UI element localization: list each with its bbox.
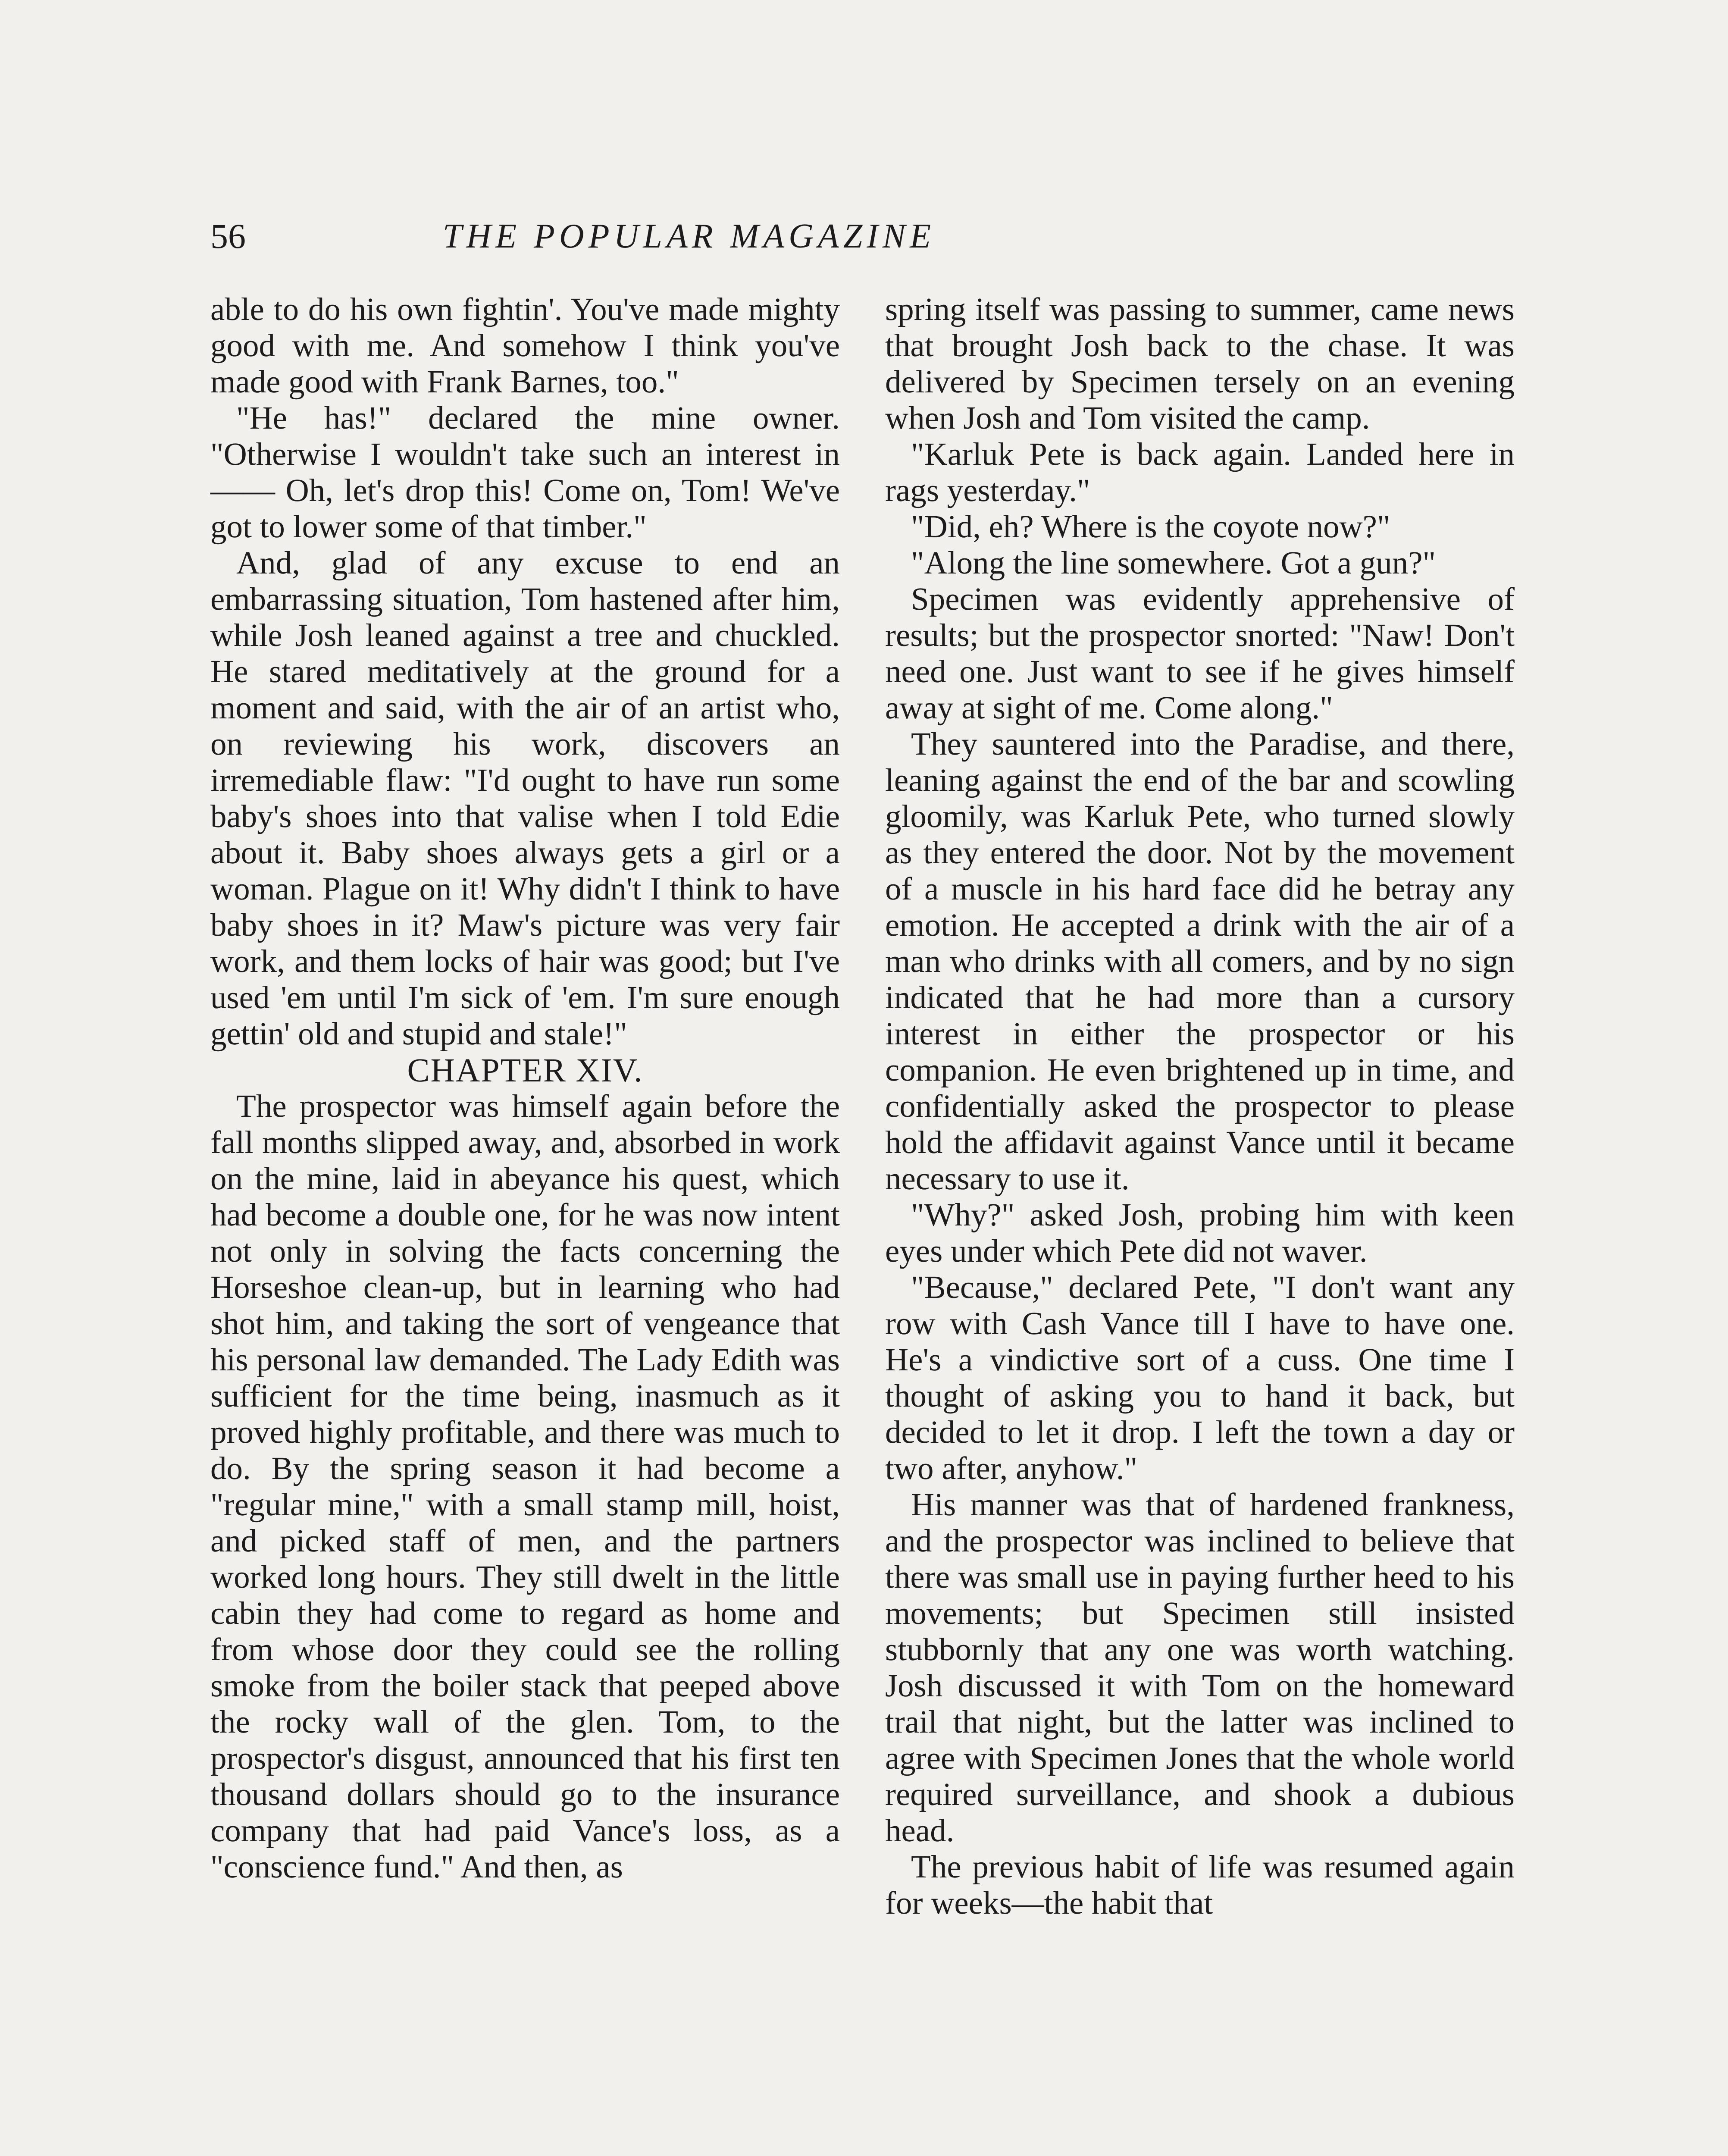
paragraph: And, glad of any excuse to end an embarrassing situation, Tom hastened after him, while Josh leaned against a tree and chuckled. He stared meditatively at the ground for a moment and said, with the air of an artist who, on reviewing his work, discovers an irremediable flaw: "I'd ought to have run some baby's shoes into that valise when I told Edie about it. Baby shoes always gets a girl or a woman. Plague on it! Why didn't I think to have baby shoes in it? Maw's picture was very fair work, and them locks of hair was good; but I've used 'em until I'm sick of 'em. I'm sure enough gettin' old and stupid and stale!" — [210, 545, 840, 1052]
page-number: 56 — [210, 216, 246, 256]
right-column — [885, 291, 1515, 1921]
chapter-heading: CHAPTER XIV. — [407, 1051, 643, 1089]
magazine-title: THE POPULAR MAGAZINE — [442, 217, 936, 255]
left-column — [210, 291, 840, 1885]
paragraph: spring itself was passing to summer, came news that brought Josh back to the chase. It was delivered by Specimen tersely on an evening when Josh and Tom visited the camp. — [885, 291, 1515, 436]
paragraph: Specimen was evidently apprehensive of results; but the prospector snorted: "Naw! Don't need one. Just want to see if he gives himself away at sight of me. Come along." — [885, 581, 1515, 726]
paragraph: "Karluk Pete is back again. Landed here in rags yesterday." — [885, 436, 1515, 508]
paragraph: His manner was that of hardened frankness, and the prospector was inclined to believe that there was small use in paying further heed to his movements; but Specimen still insisted stubbornly that any one was worth watching. Josh discussed it with Tom on the homeward trail that night, but the latter was inclined to agree with Specimen Jones that the whole world required surveillance, and shook a dubious head. — [885, 1487, 1515, 1849]
paragraph: "He has!" declared the mine owner. "Otherwise I wouldn't take such an interest in—— Oh, let's drop this! Come on, Tom! We've got to lower some of that timber." — [210, 400, 840, 545]
paragraph: "Because," declared Pete, "I don't want any row with Cash Vance till I have to have one. He's a vindictive sort of a cuss. One time I thought of asking you to hand it back, but decided to let it drop. I left the town a day or two after, anyhow." — [885, 1269, 1515, 1486]
page-header — [210, 210, 1168, 262]
paragraph: They sauntered into the Paradise, and there, leaning against the end of the bar and scowling gloomily, was Karluk Pete, who turned slowly as they entered the door. Not by the movement of a muscle in his hard face did he betray any emotion. He accepted a drink with the air of a man who drinks with all comers, and by no sign indicated that he had more than a cursory interest in either the prospector or his companion. He even brightened up in time, and confidentially asked the prospector to please hold the affidavit against Vance until it became necessary to use it. — [885, 726, 1515, 1197]
paragraph: "Why?" asked Josh, probing him with keen eyes under which Pete did not waver. — [885, 1197, 1515, 1269]
paragraph: able to do his own fightin'. You've made mighty good with me. And somehow I think you've made good with Frank Barnes, too." — [210, 291, 840, 400]
paragraph: "Along the line somewhere. Got a gun?" — [911, 545, 1436, 581]
paragraph: The prospector was himself again before the fall months slipped away, and, absorbed in work on the mine, laid in abeyance his quest, which had become a double one, for he was now intent not only in solving the facts concerning the Horseshoe clean-up, but in learning who had shot him, and taking the sort of vengeance that his personal law demanded. The Lady Edith was sufficient for the time being, inasmuch as it proved highly profitable, and there was much to do. By the spring season it had become a "regular mine," with a small stamp mill, hoist, and picked staff of men, and the partners worked long hours. They still dwelt in the little cabin they had come to regard as home and from whose door they could see the rolling smoke from the boiler stack that peeped above the rocky wall of the glen. Tom, to the prospector's disgust, announced that his first ten thousand dollars should go to the insurance company that had paid Vance's loss, as a "conscience fund." And then, as — [210, 1088, 840, 1885]
paragraph: The previous habit of life was resumed again for weeks—the habit that — [885, 1849, 1515, 1921]
paragraph: "Did, eh? Where is the coyote now?" — [911, 509, 1390, 545]
